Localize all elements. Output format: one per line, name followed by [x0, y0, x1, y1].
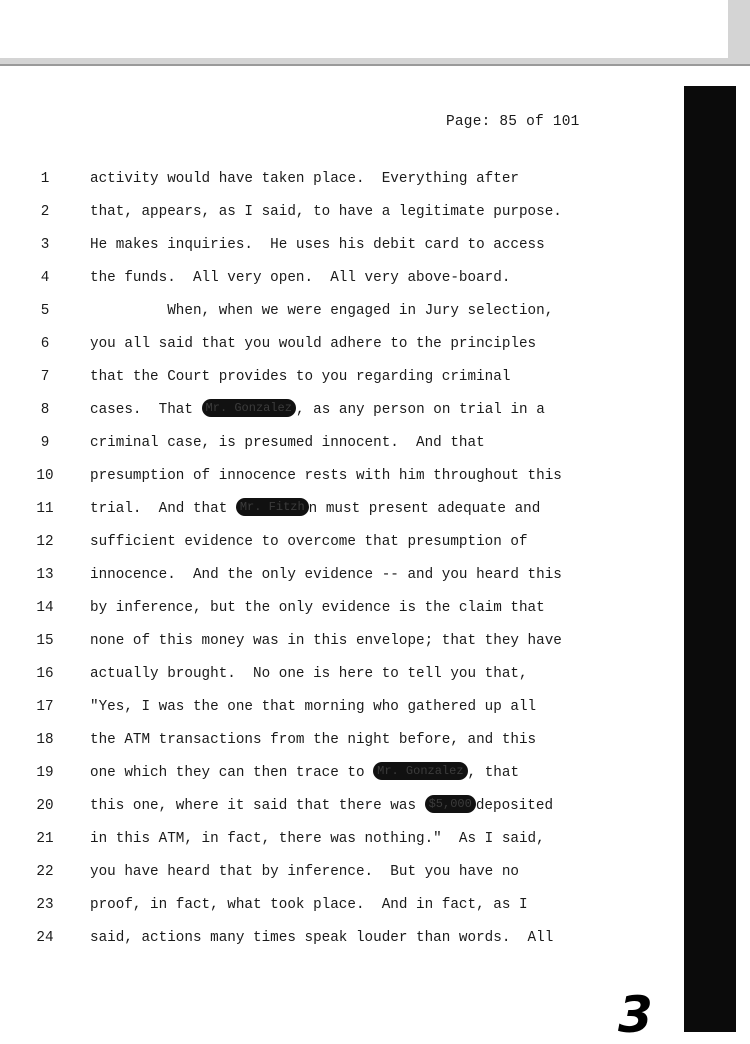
line-text [90, 663, 528, 685]
handwritten-page-mark: 3 [618, 986, 653, 1044]
redacted-text: Mr. Gonzalez [202, 399, 296, 417]
text-segment: proof, in fact, what took place. And in fact, as I [90, 897, 528, 913]
text-segment: none of this money was in this envelope; that they have [90, 633, 562, 649]
text-segment: n must present adequate and [308, 501, 541, 517]
text-segment: said, actions many times speak louder than words. All [90, 930, 554, 946]
text-segment: this one, where it said that there was [90, 798, 425, 814]
text-segment: He makes inquiries. He uses his debit card to access [90, 237, 545, 253]
line-text [90, 432, 485, 454]
line-number: 3 [40, 237, 50, 253]
line-text [90, 498, 540, 520]
text-segment: , that [467, 765, 520, 781]
text-segment: that the Court provides to you regarding criminal [90, 369, 511, 385]
line-text [90, 465, 562, 487]
line-text [90, 300, 553, 322]
line-text [90, 201, 562, 223]
line-text [90, 927, 553, 949]
line-text [90, 564, 562, 586]
text-segment: presumption of innocence rests with him throughout this [90, 468, 562, 484]
line-text [90, 531, 528, 553]
text-segment: the ATM transactions from the night before, and this [90, 732, 537, 748]
text-segment: criminal case, is presumed innocent. And that [90, 435, 485, 451]
text-segment: in this ATM, in fact, there was nothing." As I said, [90, 831, 545, 847]
line-text [90, 861, 519, 883]
redacted-text: Mr. Fitzh [236, 498, 309, 516]
redacted-text: $5,000 [425, 795, 476, 813]
text-segment: actually brought. No one is here to tell you that, [90, 666, 528, 682]
line-number: 22 [36, 864, 54, 880]
line-number: 21 [36, 831, 54, 847]
line-text [90, 366, 510, 388]
line-number: 2 [40, 204, 50, 220]
line-number: 9 [40, 435, 50, 451]
line-text [90, 630, 562, 652]
line-text [90, 267, 510, 289]
line-number: 18 [36, 732, 54, 748]
line-number: 8 [40, 402, 50, 418]
line-number: 10 [36, 468, 54, 484]
text-segment: cases. That [90, 402, 202, 418]
page-number: Page: 85 of 101 [446, 114, 580, 130]
line-text [90, 828, 545, 850]
text-segment: innocence. And the only evidence -- and you heard this [90, 567, 562, 583]
line-number: 23 [36, 897, 54, 913]
text-segment: trial. And that [90, 501, 236, 517]
text-segment: you all said that you would adhere to the principles [90, 336, 537, 352]
line-text [90, 399, 545, 421]
text-segment: activity would have taken place. Everything after [90, 171, 519, 187]
line-number: 19 [36, 765, 54, 781]
line-number: 14 [36, 600, 54, 616]
line-number: 5 [40, 303, 50, 319]
line-number: 13 [36, 567, 54, 583]
line-number: 4 [40, 270, 50, 286]
line-text [90, 894, 528, 916]
line-text [90, 168, 519, 190]
text-segment: by inference, but the only evidence is the claim that [90, 600, 545, 616]
line-number: 6 [40, 336, 50, 352]
text-segment: you have heard that by inference. But you have no [90, 864, 519, 880]
text-segment: the funds. All very open. All very above-board. [90, 270, 511, 286]
line-number: 15 [36, 633, 54, 649]
line-text [90, 597, 545, 619]
line-number: 16 [36, 666, 54, 682]
line-number: 17 [36, 699, 54, 715]
line-number: 24 [36, 930, 54, 946]
text-segment: one which they can then trace to [90, 765, 374, 781]
text-segment: deposited [475, 798, 554, 814]
text-segment: sufficient evidence to overcome that presumption of [90, 534, 528, 550]
text-segment: that, appears, as I said, to have a legitimate purpose. [90, 204, 562, 220]
line-text [90, 234, 545, 256]
line-text [90, 762, 519, 784]
text-segment: When, when we were engaged in Jury selection, [90, 303, 554, 319]
line-number: 1 [40, 171, 50, 187]
redaction-bar-right [684, 86, 736, 1032]
line-text [90, 333, 536, 355]
line-number: 11 [36, 501, 54, 517]
line-text [90, 696, 536, 718]
line-number: 12 [36, 534, 54, 550]
line-text [90, 795, 553, 817]
page-top-edge [0, 64, 750, 66]
scan-previous-page [0, 0, 728, 58]
line-number: 20 [36, 798, 54, 814]
line-text [90, 729, 536, 751]
redacted-text: Mr. Gonzalez [373, 762, 467, 780]
text-segment: , as any person on trial in a [295, 402, 545, 418]
line-number: 7 [40, 369, 50, 385]
text-segment: "Yes, I was the one that morning who gathered up all [90, 699, 537, 715]
